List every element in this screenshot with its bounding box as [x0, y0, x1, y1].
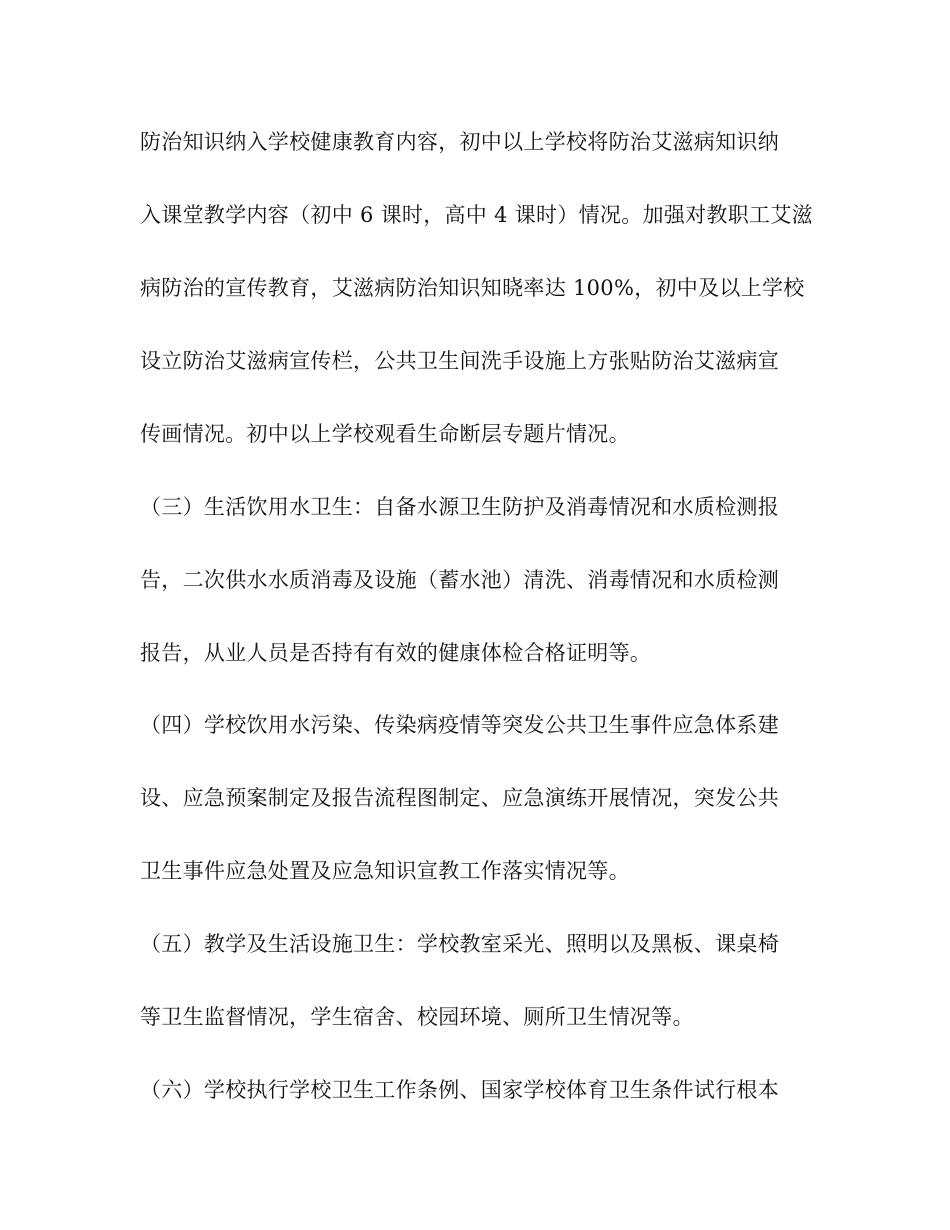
text-line: 报告，从业人员是否持有有效的健康体检合格证明等。: [140, 641, 652, 665]
text-line: 设立防治艾滋病宣传栏，公共卫生间洗手设施上方张贴防治艾滋病宣: [140, 349, 779, 373]
text-line: （六）学校执行学校卫生工作条例、国家学校体育卫生条件试行根本: [140, 1078, 779, 1102]
text-line: 入课堂教学内容（初中 6 课时，高中 4 课时）情况。加强对教职工艾滋: [140, 203, 813, 227]
text-line: 卫生事件应急处置及应急知识宣教工作落实情况等。: [140, 859, 630, 883]
text-line: （五）教学及生活设施卫生：学校教室采光、照明以及黑板、课桌椅: [140, 932, 779, 956]
text-line: （三）生活饮用水卫生：自备水源卫生防护及消毒情况和水质检测报: [140, 495, 779, 519]
text-line: （四）学校饮用水污染、传染病疫情等突发公共卫生事件应急体系建: [140, 713, 779, 737]
text-line: 等卫生监督情况，学生宿舍、校园环境、厕所卫生情况等。: [140, 1005, 694, 1029]
text-line: 防治知识纳入学校健康教育内容，初中以上学校将防治艾滋病知识纳: [140, 130, 779, 154]
text-line: 设、应急预案制定及报告流程图制定、应急演练开展情况，突发公共: [140, 786, 779, 810]
text-line: 告，二次供水水质消毒及设施（蓄水池）清洗、消毒情况和水质检测: [140, 568, 779, 592]
text-line: 病防治的宣传教育，艾滋病防治知识知晓率达 100%，初中及以上学校: [140, 276, 805, 300]
text-line: 传画情况。初中以上学校观看生命断层专题片情况。: [140, 422, 630, 446]
